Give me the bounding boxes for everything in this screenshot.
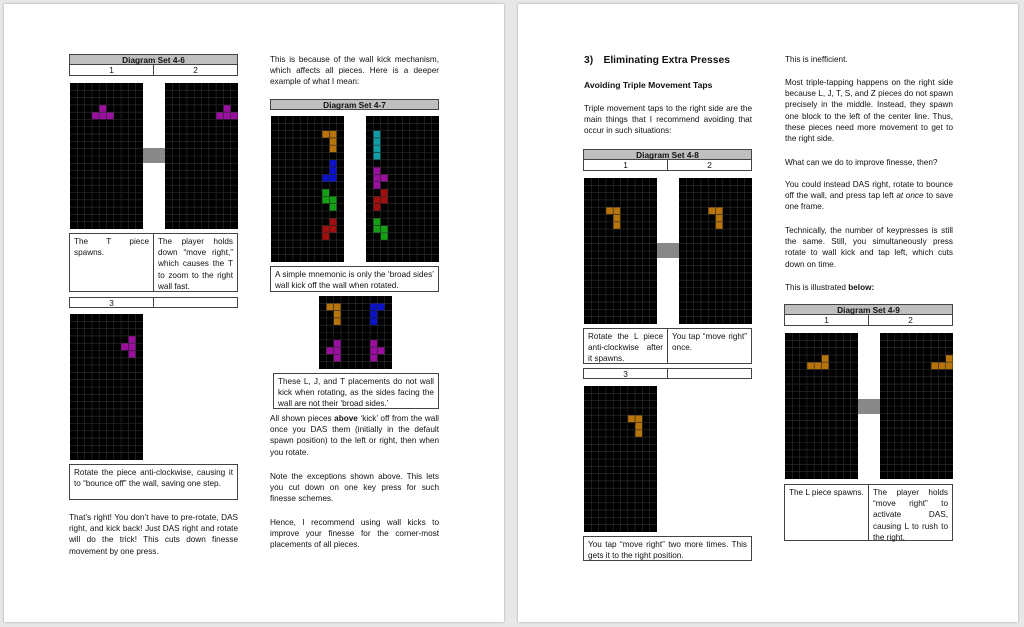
t-piece-block bbox=[370, 340, 377, 347]
column-number: 1 bbox=[824, 315, 829, 325]
caption: You tap “move right” once. bbox=[667, 329, 751, 363]
text-run: to save one frame. bbox=[785, 191, 954, 212]
j-piece-block bbox=[330, 175, 337, 182]
z-piece-block bbox=[330, 226, 337, 233]
l-piece-block bbox=[614, 208, 621, 215]
text-run-italic: at once bbox=[896, 191, 924, 201]
l-piece-block bbox=[635, 423, 642, 430]
caption: Rotate the piece anti-clockwise, causing it to “bounce off” the wall, saving one step. bbox=[69, 464, 238, 500]
column-number: 1 bbox=[623, 160, 628, 170]
tetris-board bbox=[584, 178, 657, 324]
paragraph bbox=[785, 179, 953, 213]
z-piece-block bbox=[381, 189, 388, 196]
tetris-board bbox=[880, 333, 953, 479]
t-piece-block bbox=[121, 344, 128, 351]
diagram-set-4-8-header bbox=[583, 149, 752, 171]
caption: These L, J, and T placements do not wall kick when rotating, as the sides facing the wall are not their ‘broad sides.’ bbox=[273, 373, 439, 409]
subheading: Avoiding Triple Movement Taps bbox=[584, 80, 713, 90]
t-piece-block bbox=[231, 113, 238, 120]
column-number: 3 bbox=[623, 369, 628, 379]
board-grid bbox=[584, 178, 657, 324]
paragraph: This is inefficient. bbox=[785, 55, 848, 64]
paragraph bbox=[270, 413, 439, 458]
l-piece-block bbox=[334, 318, 341, 325]
paragraph: What can we do to improve finesse, then? bbox=[785, 158, 938, 167]
tetris-board bbox=[271, 116, 344, 262]
paragraph: Hence, I recommend using wall kicks to improve your finesse for the corner-most placements of all pieces. bbox=[270, 518, 439, 550]
l-piece-block bbox=[327, 304, 334, 311]
text-run: This is illustrated bbox=[785, 283, 849, 292]
arrow-connector bbox=[858, 399, 880, 414]
page-1 bbox=[4, 4, 504, 622]
board-grid bbox=[679, 178, 752, 324]
z-piece-block bbox=[381, 197, 388, 204]
t-piece-block bbox=[100, 105, 107, 112]
l-piece-block bbox=[822, 355, 829, 362]
l-piece-block bbox=[614, 222, 621, 229]
t-piece-block bbox=[370, 347, 377, 354]
board-grid bbox=[319, 296, 392, 369]
l-piece-block bbox=[939, 363, 946, 370]
t-piece-block bbox=[378, 347, 385, 354]
diagram-column-numbers bbox=[583, 368, 752, 379]
l-piece-block bbox=[606, 208, 613, 215]
text-run: You could instead DAS right, rotate to bounce off the wall, and press tap left bbox=[785, 180, 953, 201]
z-piece-block bbox=[330, 219, 337, 226]
tetris-board bbox=[70, 314, 143, 460]
diagram-title: Diagram Set 4-8 bbox=[583, 149, 752, 160]
t-piece-block bbox=[374, 182, 381, 189]
t-piece-block bbox=[129, 344, 136, 351]
diagram-column-numbers bbox=[583, 160, 752, 171]
diagram-column-numbers bbox=[784, 315, 953, 326]
t-piece-block bbox=[216, 113, 223, 120]
column-number: 1 bbox=[109, 65, 114, 75]
caption: The L piece spawns. bbox=[789, 488, 864, 497]
l-piece-block bbox=[635, 416, 642, 423]
l-piece-block bbox=[322, 131, 329, 138]
tetris-board bbox=[785, 333, 858, 479]
l-piece-block bbox=[330, 131, 337, 138]
z-piece-block bbox=[374, 197, 381, 204]
t-piece-block bbox=[107, 113, 114, 120]
t-piece-block bbox=[327, 347, 334, 354]
paragraph: Note the exceptions shown above. This lets you cut down on one key press for such finesse schemes. bbox=[270, 472, 439, 504]
board-grid bbox=[785, 333, 858, 479]
board-grid bbox=[880, 333, 953, 479]
z-piece-block bbox=[322, 233, 329, 240]
l-piece-block bbox=[946, 355, 953, 362]
i-piece-block bbox=[374, 138, 381, 145]
caption: You tap “move right” two more times. This gets it to the right position. bbox=[583, 536, 752, 561]
s-piece-block bbox=[330, 197, 337, 204]
diagram-title: Diagram Set 4-9 bbox=[784, 304, 953, 315]
arrow-connector bbox=[143, 148, 165, 163]
paragraph bbox=[785, 282, 953, 293]
s-piece-block bbox=[330, 204, 337, 211]
l-piece-block bbox=[628, 416, 635, 423]
l-piece-block bbox=[614, 215, 621, 222]
column-number-empty bbox=[153, 298, 237, 307]
tetris-board-small bbox=[319, 296, 392, 369]
paragraph: Most triple-tapping happens on the right side because L, J, T, S, and Z pieces do not spawn precisely in the middle. Instead, they spawn one block to the left of the center line. Thus, these pieces need more movement to get to the right side. bbox=[785, 78, 953, 144]
l-piece-block bbox=[330, 146, 337, 153]
t-piece-block bbox=[334, 347, 341, 354]
board-grid bbox=[165, 83, 238, 229]
l-piece-block bbox=[815, 363, 822, 370]
l-piece-block bbox=[635, 430, 642, 437]
t-piece-block bbox=[224, 105, 231, 112]
t-piece-block bbox=[129, 336, 136, 343]
l-piece-block bbox=[334, 304, 341, 311]
caption: Rotate the L piece anti-clockwise after it spawns. bbox=[588, 332, 663, 364]
text-run-bold: above bbox=[334, 414, 358, 423]
s-piece-block bbox=[374, 226, 381, 233]
board-grid bbox=[70, 83, 143, 229]
i-piece-block bbox=[374, 153, 381, 160]
caption-row bbox=[583, 328, 752, 364]
t-piece-block bbox=[374, 175, 381, 182]
s-piece-block bbox=[322, 189, 329, 196]
i-piece-block bbox=[374, 131, 381, 138]
column-number: 2 bbox=[868, 315, 952, 325]
paragraph: This is because of the wall kick mechanism, which affects all pieces. Here is a deeper example of what I mean: bbox=[270, 55, 439, 87]
j-piece-block bbox=[330, 167, 337, 174]
caption: The player holds down “move right,” which causes the T to zoom to the right wall fast. bbox=[153, 234, 237, 291]
column-number-empty bbox=[667, 369, 751, 378]
caption: A simple mnemonic is only the ‘broad sides’ wall kick off the wall when rotated. bbox=[270, 266, 439, 292]
tetris-board bbox=[679, 178, 752, 324]
j-piece-block bbox=[370, 318, 377, 325]
tetris-board bbox=[366, 116, 439, 262]
diagram-title: Diagram Set 4-7 bbox=[270, 99, 439, 110]
l-piece-block bbox=[334, 311, 341, 318]
t-piece-block bbox=[92, 113, 99, 120]
t-piece-block bbox=[381, 175, 388, 182]
s-piece-block bbox=[374, 219, 381, 226]
text-run: ‘kick’ off from the wall once you DAS them (initially in the default spawn position) to the left or right, then when you rotate. bbox=[270, 414, 439, 457]
t-piece-block bbox=[334, 340, 341, 347]
diagram-set-4-9-header bbox=[784, 304, 953, 326]
j-piece-block bbox=[322, 175, 329, 182]
t-piece-block bbox=[224, 113, 231, 120]
caption-row bbox=[784, 484, 953, 541]
s-piece-block bbox=[381, 226, 388, 233]
l-piece-block bbox=[946, 363, 953, 370]
tetris-board bbox=[70, 83, 143, 229]
l-piece-block bbox=[330, 138, 337, 145]
t-piece-block bbox=[334, 355, 341, 362]
paragraph: Triple movement taps to the right side are the main things that I recommend avoiding that occur in such situations: bbox=[584, 104, 752, 136]
tetris-board bbox=[584, 386, 657, 532]
board-grid bbox=[366, 116, 439, 262]
j-piece-block bbox=[378, 304, 385, 311]
caption-row bbox=[69, 233, 238, 292]
j-piece-block bbox=[370, 311, 377, 318]
board-grid bbox=[70, 314, 143, 460]
text-run: All shown pieces bbox=[270, 414, 335, 423]
tetris-board bbox=[165, 83, 238, 229]
paragraph: That’s right! You don’t have to pre-rotate, DAS right, and kick back! Just DAS right and rotate will do the trick! This cuts down finesse movement by one press. bbox=[69, 513, 238, 556]
section-heading: 3) Eliminating Extra Presses bbox=[584, 55, 730, 66]
diagram-title: Diagram Set 4-6 bbox=[69, 54, 238, 65]
column-number: 2 bbox=[153, 65, 237, 75]
z-piece-block bbox=[322, 226, 329, 233]
j-piece-block bbox=[370, 304, 377, 311]
t-piece-block bbox=[100, 113, 107, 120]
l-piece-block bbox=[716, 208, 723, 215]
l-piece-block bbox=[716, 215, 723, 222]
diagram-column-numbers bbox=[69, 65, 238, 76]
s-piece-block bbox=[322, 197, 329, 204]
board-grid bbox=[271, 116, 344, 262]
column-number: 2 bbox=[667, 160, 751, 170]
t-piece-block bbox=[129, 351, 136, 358]
l-piece-block bbox=[822, 363, 829, 370]
l-piece-block bbox=[709, 208, 716, 215]
l-piece-block bbox=[807, 363, 814, 370]
board-grid bbox=[584, 386, 657, 532]
text-run-bold: below: bbox=[848, 283, 875, 292]
diagram-set-4-6-header bbox=[69, 54, 238, 76]
caption: The T piece spawns. bbox=[74, 237, 149, 258]
i-piece-block bbox=[374, 146, 381, 153]
j-piece-block bbox=[330, 160, 337, 167]
page-2 bbox=[518, 4, 1018, 622]
paragraph: Technically, the number of keypresses is still the same. Still, you simultaneously press rotate to wall kick and tap left, which cuts down on time. bbox=[785, 226, 953, 269]
diagram-column-numbers bbox=[69, 297, 238, 308]
column-number: 3 bbox=[109, 298, 114, 308]
s-piece-block bbox=[381, 233, 388, 240]
z-piece-block bbox=[374, 204, 381, 211]
t-piece-block bbox=[370, 355, 377, 362]
caption: The player holds “move right” to activate DAS, causing L to rush to the right. bbox=[868, 485, 952, 540]
l-piece-block bbox=[931, 363, 938, 370]
t-piece-block bbox=[374, 167, 381, 174]
l-piece-block bbox=[716, 222, 723, 229]
arrow-connector bbox=[657, 243, 679, 258]
